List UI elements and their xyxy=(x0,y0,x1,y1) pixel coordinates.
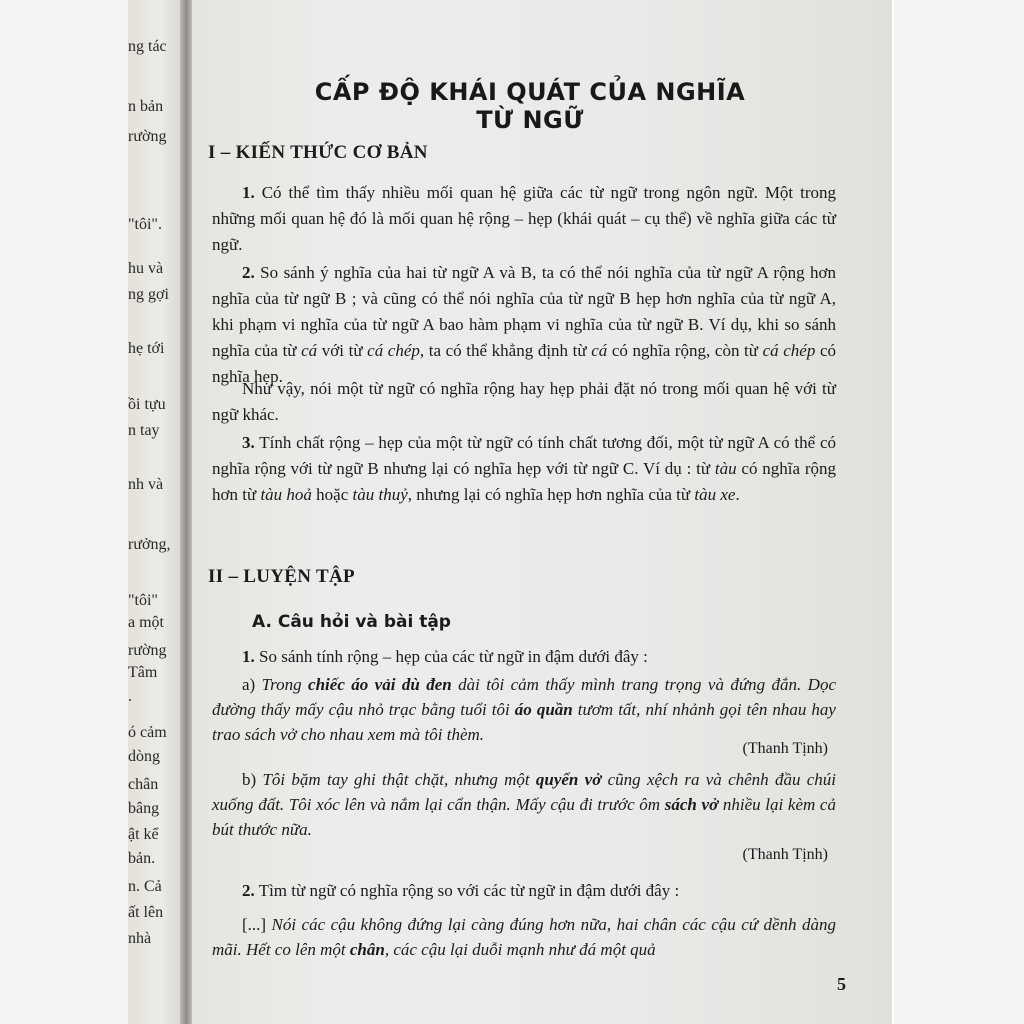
left-page-fragment: a một xyxy=(128,614,164,631)
left-page-fragment: hu và xyxy=(128,260,164,277)
example-word: tàu hoả xyxy=(260,485,312,504)
quote-text: Trong xyxy=(261,675,309,694)
left-page-fragment: rường xyxy=(128,128,167,145)
left-page-fragment: Tâm xyxy=(128,664,158,681)
quote-text: Tôi bặm tay ghi thật chặt, nhưng một xyxy=(262,770,536,789)
example-word: tàu xyxy=(714,459,737,478)
left-page-fragment: bâng xyxy=(128,800,160,817)
question-text: So sánh tính rộng – hẹp của các từ ngữ in đậm dưới đây : xyxy=(254,647,648,666)
paragraph-text: có nghĩa rộng hơn từ xyxy=(212,459,836,504)
left-page-fragment: n tay xyxy=(128,422,160,439)
left-page-fragment: chân xyxy=(128,776,159,793)
theory-note-paragraph: Như vậy, nói một từ ngữ có nghĩa rộng hay hẹp phải đặt nó trong mối quan hệ với từ ngữ khác. xyxy=(212,379,836,424)
left-page-fragment: ất lên xyxy=(128,904,164,921)
theory-paragraph-1 xyxy=(212,180,836,258)
paragraph-text: Tính chất rộng – hẹp của một từ ngữ có tính chất tương đối, một từ ngữ A có thể có nghĩa rộng với từ ngữ B nhưng lại có nghĩa hẹp với từ ngữ C. Ví dụ : từ xyxy=(212,433,836,478)
left-page-fragment: nhà xyxy=(128,930,152,947)
quote-text: nhiều lại kèm cả bút thước nữa. xyxy=(212,795,836,839)
bold-term: áo quần xyxy=(514,700,573,719)
bold-term: quyển vở xyxy=(535,770,602,789)
left-page-fragment: "tôi" xyxy=(128,592,158,609)
section-heading-theory: I – KIẾN THỨC CƠ BẢN xyxy=(208,142,428,163)
left-page-fragment: . xyxy=(128,688,132,705)
background-right xyxy=(894,0,1024,1024)
left-page-fragment: bản. xyxy=(128,850,156,867)
quote-text: , các cậu lại duỗi mạnh như đá một quả xyxy=(384,940,656,959)
bold-term: sách vở xyxy=(664,795,719,814)
quote-label: b) xyxy=(242,770,263,789)
quote-text: cũng xệch ra và chênh đầu chúi xuống đất. Tôi xóc lên và nắm lại cẩn thận. Mấy cậu đi trước ôm xyxy=(212,770,837,814)
paragraph-number: 3. xyxy=(242,433,255,452)
example-word: cá xyxy=(591,341,608,360)
left-page-edge xyxy=(128,0,186,1024)
exercise-quote-2 xyxy=(212,912,836,962)
left-page-fragment: n bản xyxy=(128,98,164,115)
exercise-question-2 xyxy=(212,878,836,904)
paragraph-text: có nghĩa hẹp. xyxy=(212,341,837,386)
left-page-fragment: ật kể xyxy=(128,826,159,843)
paragraph-text: Có thể tìm thấy nhiều mối quan hệ giữa các từ ngữ trong ngôn ngữ. Một trong những mối quan hệ đó là mối quan hệ rộng – hẹp (khái quát – cụ thể) về nghĩa giữa các từ ngữ. xyxy=(212,183,836,254)
example-word: tàu xe xyxy=(694,485,736,504)
left-page-fragment: ó cảm xyxy=(128,724,167,741)
question-number: 2. xyxy=(242,881,255,900)
paragraph-text: hoặc xyxy=(311,485,353,504)
example-word: cá xyxy=(301,341,318,360)
exercise-question-1 xyxy=(212,644,836,670)
theory-paragraph-3 xyxy=(212,430,836,508)
paragraph-text: So sánh ý nghĩa của hai từ ngữ A và B, ta có thể nói nghĩa của từ ngữ A rộng hơn nghĩa của từ ngữ B ; và cũng có thể nói nghĩa của từ ngữ B hẹp hơn nghĩa của từ ngữ A, khi phạm vi nghĩa của từ ngữ A bao hàm phạm vi nghĩa của từ ngữ B. Ví dụ, khi so sánh nghĩa của từ xyxy=(212,263,836,360)
left-page-fragment: rường xyxy=(128,642,167,659)
theory-paragraph-2 xyxy=(212,260,836,390)
left-page-fragment: ng gợi xyxy=(128,286,169,303)
left-page-fragment: "tôi". xyxy=(128,216,162,233)
exercise-quote-a xyxy=(212,672,836,747)
left-page-fragment: ng tác xyxy=(128,38,167,55)
paragraph-text: , nhưng lại có nghĩa hẹp hơn nghĩa của từ xyxy=(407,485,695,504)
background-left xyxy=(0,0,130,1024)
bold-term: chiếc áo vải dù đen xyxy=(308,675,452,694)
paragraph-text: có nghĩa rộng, còn từ xyxy=(607,341,763,360)
paragraph-text: . xyxy=(735,485,740,504)
left-page-fragment: nh và xyxy=(128,476,164,493)
quote-text: Nói các cậu không đứng lại càng đúng hơn nữa, hai chân các cậu cứ dềnh dàng mãi. Hết co lên một xyxy=(212,915,837,959)
question-number: 1. xyxy=(242,647,255,666)
quote-text: dài tôi cảm thấy mình trang trọng và đứng đắn. Dọc đường thấy mấy cậu nhỏ trạc bằng tuổi tôi xyxy=(212,675,837,719)
question-text: Tìm từ ngữ có nghĩa rộng so với các từ ngữ in đậm dưới đây : xyxy=(254,881,680,900)
left-page-fragment: rưởng, xyxy=(128,536,171,553)
page-title: CẤP ĐỘ KHÁI QUÁT CỦA NGHĨA TỪ NGỮ xyxy=(314,78,746,134)
example-word: cá chép xyxy=(762,341,816,360)
quote-text: [...] xyxy=(242,915,272,934)
quote-text: tươm tất, nhí nhảnh gọi tên nhau hay trao sách vở cho nhau xem mà tôi thèm. xyxy=(212,700,836,744)
paragraph-text: với từ xyxy=(317,341,368,360)
section-heading-practice: II – LUYỆN TẬP xyxy=(208,566,355,587)
paragraph-number: 2. xyxy=(242,263,255,282)
example-word: tàu thuỷ xyxy=(352,485,408,504)
paragraph-text: , ta có thể khẳng định từ xyxy=(419,341,592,360)
exercise-subheading: A. Câu hỏi và bài tập xyxy=(252,612,451,632)
bold-term: chân xyxy=(349,940,385,959)
exercise-quote-b xyxy=(212,767,836,842)
left-page-fragment: hẹ tới xyxy=(128,340,165,357)
paragraph-number: 1. xyxy=(242,183,255,202)
left-page-fragment: ồi tựu xyxy=(128,396,166,413)
left-page-fragment: dòng xyxy=(128,748,160,765)
left-page-fragment: n. Cả xyxy=(128,878,162,895)
quote-label: a) xyxy=(242,675,262,694)
page-number: 5 xyxy=(837,974,846,994)
quote-source: (Thanh Tịnh) xyxy=(742,846,828,863)
example-word: cá chép xyxy=(367,341,420,360)
quote-source: (Thanh Tịnh) xyxy=(742,740,828,757)
